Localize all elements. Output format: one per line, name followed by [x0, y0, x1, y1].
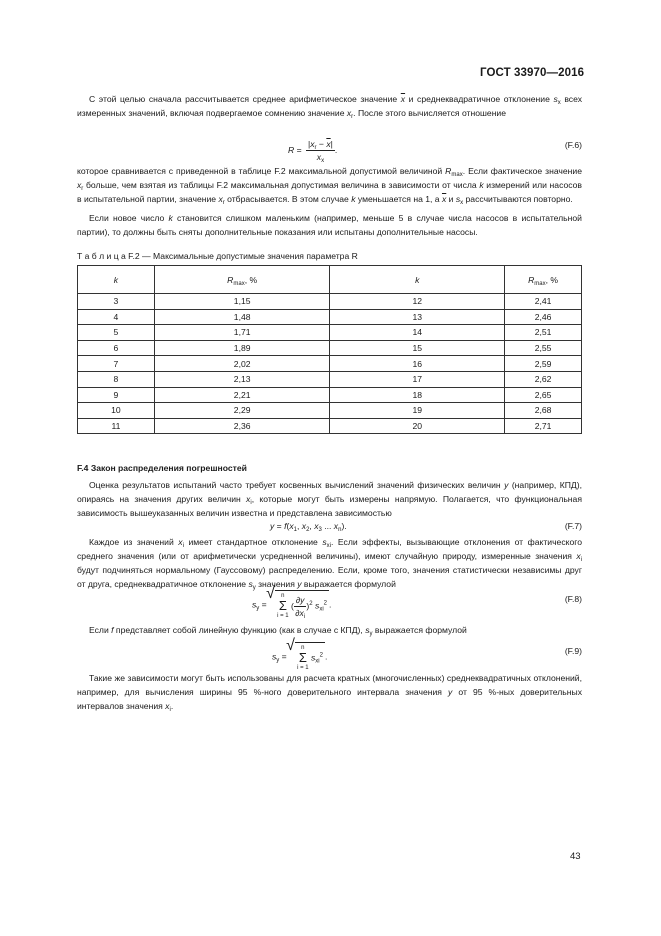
- cell-k: 19: [330, 403, 505, 419]
- cell-k: 3: [78, 294, 155, 310]
- table-caption-text: Максимальные допустимые значения параметра R: [153, 251, 358, 261]
- cell-k: 13: [330, 309, 505, 325]
- cell-k: 16: [330, 356, 505, 372]
- cell-k: 5: [78, 325, 155, 341]
- table-caption-prefix: Т а б л и ц а F.2 —: [77, 251, 151, 261]
- cell-k: 9: [78, 387, 155, 403]
- formula-f6: R = $\frac{|x_r - \overline{x}|}{x_x}$ . (F.6): [288, 139, 582, 164]
- cell-rmax: 2,65: [505, 387, 582, 403]
- header-rmax-right: $R_{max}$, %: [505, 266, 582, 294]
- cell-k: 10: [78, 403, 155, 419]
- cell-rmax: 2,55: [505, 340, 582, 356]
- cell-rmax: 2,29: [154, 403, 330, 419]
- section-title: F.4 Закон распределения погрешностей: [77, 463, 247, 473]
- cell-k: 8: [78, 371, 155, 387]
- cell-k: 4: [78, 309, 155, 325]
- cell-rmax: 2,41: [505, 294, 582, 310]
- formula-f8: $s_y$ = √ n Σ i = 1 ( $\frac{\partial y}{\partial x_i}$ )$^2$ $s_{xi}^2$ . (F.8): [77, 584, 582, 620]
- cell-k: 11: [78, 418, 155, 434]
- cell-rmax: 2,71: [505, 418, 582, 434]
- cell-k: 18: [330, 387, 505, 403]
- section-paragraph-2: Каждое из значений $x_i$ имеет стандартное отклонение $s_{xi}$. Если эффекты, вызывающие отклонения от фактического среднего значения (или от арифметически усредненной величины), имеют случайную природу, измеренные значения $x_i$ будут подчиняться нормальному (Гауссовому) распределению. Если, кроме того, значения статистически независимы друг от друга, среднеквадратичное отклонение $s_y$ значения y выражается формулой: [77, 537, 582, 591]
- table-row: [78, 356, 582, 372]
- table-header-row: [78, 266, 582, 294]
- intro-paragraph-2: которое сравнивается с приведенной в таблице F.2 максимальной допустимой величиной $R_{max}$. Если фактическое значение $x_r$ больше, чем взятая из таблицы F.2 максимальная допустимая величина в зависимости от числа k измерений или насосов в испытательной партии, значение $x_r$ отбрасывается. В этом случае k уменьшается на 1, а $\overline{x}$ и $s_x$ рассчитываются повторно.: [77, 166, 582, 206]
- table-row: [78, 325, 582, 341]
- cell-rmax: 2,46: [505, 309, 582, 325]
- cell-rmax: 2,36: [154, 418, 330, 434]
- table-caption: [77, 249, 358, 263]
- formula-f6-lhs: R: [288, 144, 295, 155]
- document-header: ГОСТ 33970—2016: [480, 67, 585, 79]
- cell-k: 15: [330, 340, 505, 356]
- cell-k: 7: [78, 356, 155, 372]
- cell-rmax: 1,89: [154, 340, 330, 356]
- table-row: [78, 294, 582, 310]
- table-f2: [77, 265, 582, 434]
- equation-number-f8: (F.8): [564, 594, 582, 604]
- cell-rmax: 2,68: [505, 403, 582, 419]
- header-k-left: k: [78, 266, 155, 294]
- cell-rmax: 2,13: [154, 371, 330, 387]
- formula-f9: $s_y$ = √ n Σ i = 1 $s_{xi}^2$ . (F.9): [77, 638, 582, 668]
- equation-number-f6: (F.6): [564, 140, 582, 150]
- header-rmax-left: $R_{max}$, %: [154, 266, 330, 294]
- cell-rmax: 2,21: [154, 387, 330, 403]
- table-row: [78, 418, 582, 434]
- table-row: [78, 309, 582, 325]
- cell-k: 14: [330, 325, 505, 341]
- section-paragraph-1: Оценка результатов испытаний часто требует косвенных вычислений значений физических величин y (например, КПД), опираясь на значения других величин $x_i$, которые могут быть измерены напрямую. Полагается, что функциональная зависимость вышеуказанных величин известна и представлена зависимостью: [77, 480, 582, 518]
- formula-f7: $y = f(x_1$, $x_2$, $x_3$ ... $x_n$). (F.7): [270, 521, 582, 533]
- table-row: [78, 387, 582, 403]
- section-paragraph-3: Если f представляет собой линейную функцию (как в случае с КПД), $s_y$ выражается формулой: [89, 625, 467, 637]
- cell-k: 12: [330, 294, 505, 310]
- intro-paragraph-1: С этой целью сначала рассчитывается среднее арифметическое значение $\overline{x}$ и среднеквадратичное отклонение $s_x$ всех измеренных значений, включая подвергаемое сомнению значение $x_r$. После этого вычисляется отношение: [77, 94, 582, 120]
- table-row: [78, 340, 582, 356]
- intro-paragraph-3: Если новое число k становится слишком маленьким (например, меньше 5 в случае числа насосов в испытательной партии), то должны быть сняты дополнительные показания или испытаны дополнительные насосы.: [77, 213, 582, 237]
- cell-k: 6: [78, 340, 155, 356]
- cell-rmax: 2,59: [505, 356, 582, 372]
- cell-k: 20: [330, 418, 505, 434]
- equation-number-f7: (F.7): [564, 521, 582, 531]
- header-k-right: k: [330, 266, 505, 294]
- cell-rmax: 2,62: [505, 371, 582, 387]
- cell-rmax: 1,15: [154, 294, 330, 310]
- section-paragraph-4: Такие же зависимости могут быть использованы для расчета кратных (многочисленных) среднеквадратичных отклонений, например, для вычисления ширины 95 %-ного доверительного интервала значения y от 95 %-ных доверительных интервалов значения $x_i$.: [77, 673, 582, 713]
- table-row: [78, 371, 582, 387]
- cell-rmax: 1,48: [154, 309, 330, 325]
- equation-number-f9: (F.9): [564, 646, 582, 656]
- cell-k: 17: [330, 371, 505, 387]
- cell-rmax: 1,71: [154, 325, 330, 341]
- table-row: [78, 403, 582, 419]
- page-number: 43: [570, 851, 581, 862]
- cell-rmax: 2,02: [154, 356, 330, 372]
- cell-rmax: 2,51: [505, 325, 582, 341]
